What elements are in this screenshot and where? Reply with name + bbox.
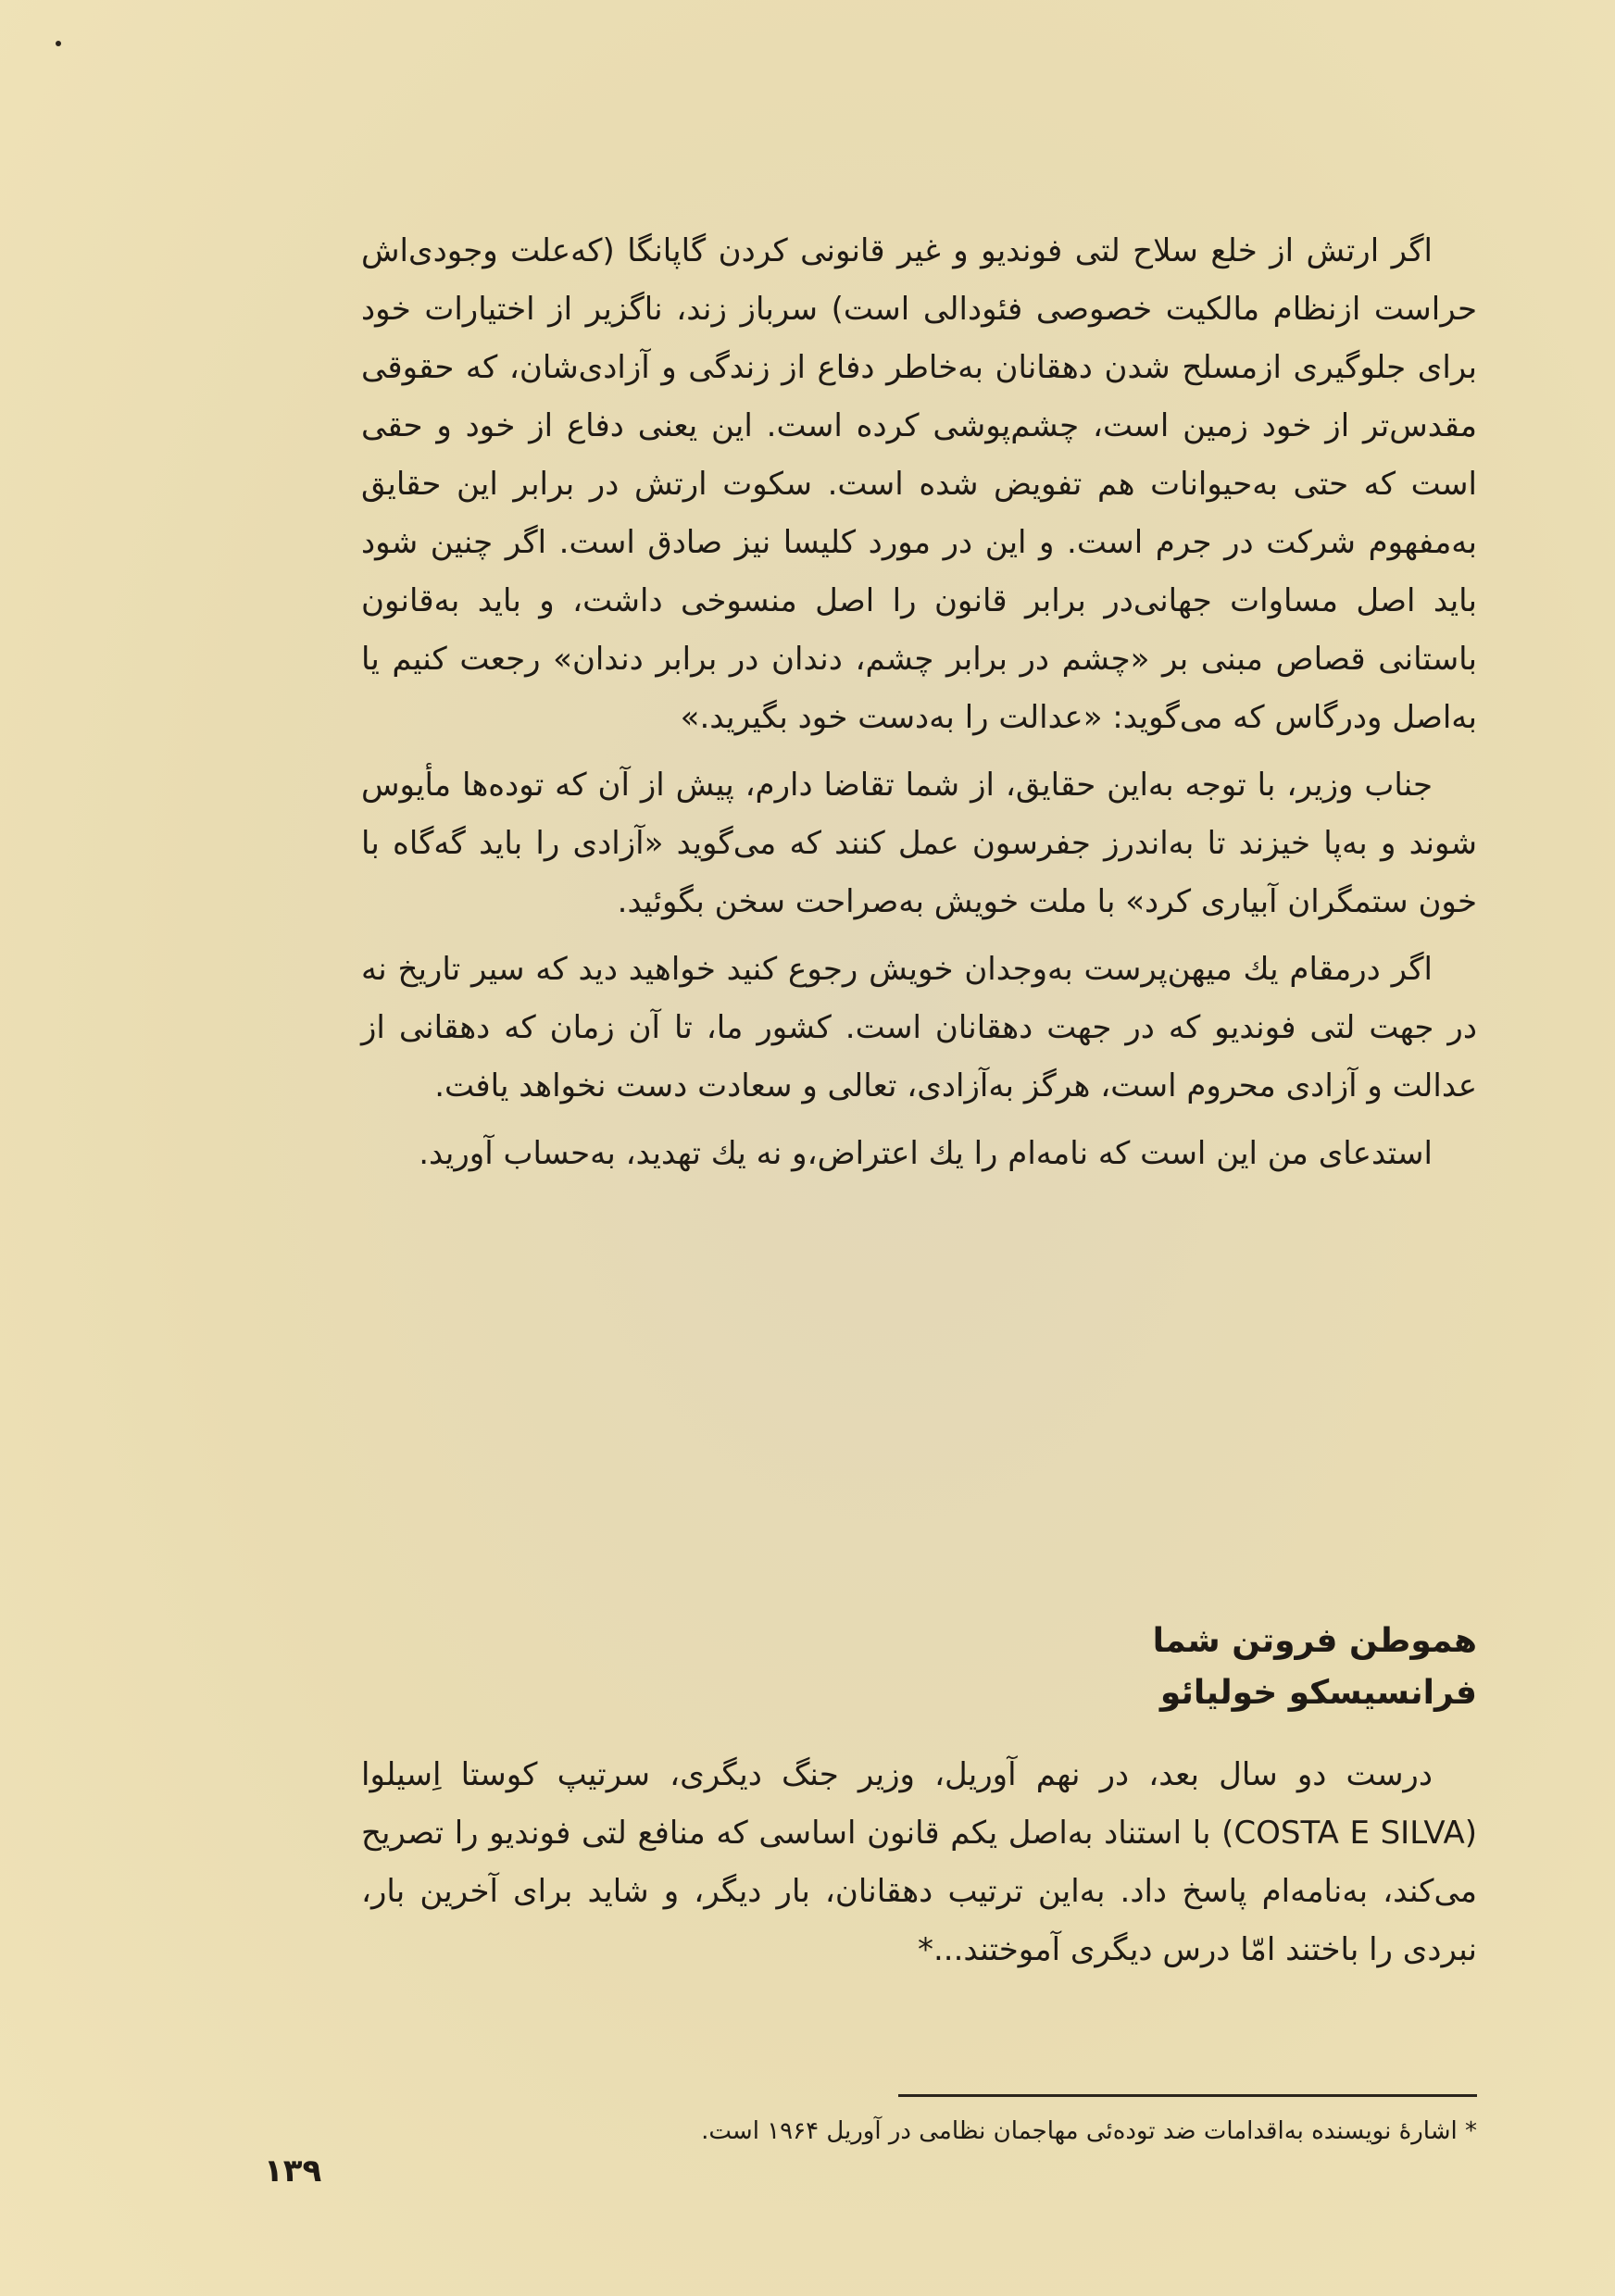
footnote-divider [898,2094,1477,2097]
paragraph-1: اگر ارتش از خلع سلاح لتی فوندیو و غیر قانونی کردن گاپانگا (که‌علت وجودی‌اش حراست ازنظام مالکیت خصوصی فئودالی است) سرباز زند، ناگزیر از اختیارات خود برای جلوگیری ازمسلح شدن دهقانان به‌خاطر دفاع از زندگی و آزادی‌شان، که حقوقی مقدس‌تر از خود زمین است، چشم‌پوشی کرده است. این یعنی دفاع از خود و حقی است که حتی به‌حیوانات هم تفویض شده است. سکوت ارتش در برابر این حقایق به‌مفهوم شرکت در جرم است. و این در مورد کلیسا نیز صادق است. اگر چنین شود باید اصل مساوات جهانی‌در برابر قانون را اصل منسوخی داشت، و باید به‌قانون باستانی قصاص مبنی بر «چشم در برابر چشم، دندان در برابر دندان» رجعت کنیم یا به‌اصل ودرگاس که می‌گوید: «عدالت را به‌دست خود بگیرید.» [361,232,1477,736]
signature-name: فرانسیسکو خولیائو [1159,1674,1477,1712]
body-text [361,222,1477,1192]
paragraph-2: جناب وزیر، با توجه به‌این حقایق، از شما تقاضا دارم، پیش از آن که توده‌ها مأیوس شوند و به‌پا خیزند تا به‌اندرز جفرسون عمل کنند که می‌گوید «آزادی را باید گه‌گاه با خون ستمگران آبیاری کرد» با ملت خویش به‌صراحت سخن بگوئید. [361,767,1477,920]
closing-paragraph: درست دو سال بعد، در نهم آوریل، وزیر جنگ دیگری، سرتیپ کوستا اِسیلوا (COSTA E SILVA) با استناد به‌اصل یکم قانون اساسی که منافع لتی فوندیو را تصریح می‌کند، به‌نامه‌ام پاسخ داد. به‌این ترتیب دهقانان، بار دیگر، و شاید برای آخرین بار، نبردی را باختند امّا درس دیگری آموختند...* [361,1756,1478,1968]
footnote: * اشارهٔ نویسنده به‌اقدامات ضد توده‌ئی مهاجمان نظامی در آوریل ۱۹۶۴ است. [701,2117,1477,2145]
ink-dot [56,41,61,46]
page-number: ۱۳۹ [264,2152,322,2190]
signature [361,1616,1477,1719]
paragraph-4: استدعای من این است که نامه‌ام را یك اعتراض،و نه یك تهدید، به‌حساب آورید. [419,1135,1433,1172]
paragraph-3: اگر درمقام یك میهن‌پرست به‌وجدان خویش رجوع کنید خواهید دید که سیر تاریخ نه در جهت لتی فوندیو که در جهت دهقانان است. کشور ما، تا آن زمان که دهقانی از عدالت و آزادی محروم است، هرگز به‌آزادی، تعالی و سعادت دست نخواهد یافت. [361,951,1477,1104]
closing-text [361,1746,1477,1989]
signature-closing: هموطن فروتن شما [1152,1622,1477,1660]
